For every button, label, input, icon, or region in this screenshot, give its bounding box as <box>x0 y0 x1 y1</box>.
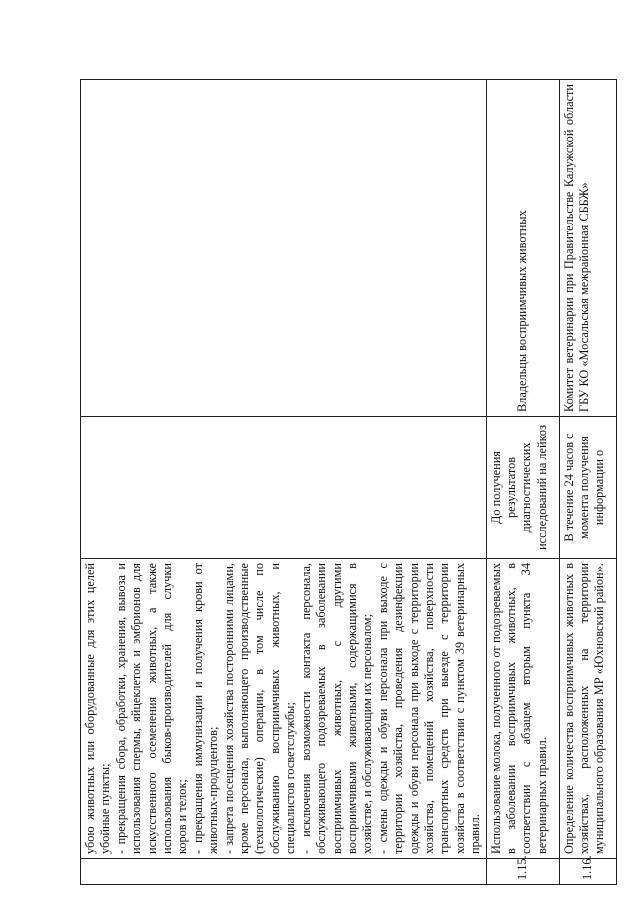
measure-cell <box>81 559 487 859</box>
measures-table <box>80 79 617 885</box>
responsible-cell <box>81 80 487 417</box>
measure-line: - прекращения иммунизации и получения крови от животных-продуцентов; <box>190 563 221 854</box>
responsible-cell: Комитет ветеринарии при Правительстве Калужской области ГБУ КО «Мосальская межрайонная СББЖ» <box>559 80 616 417</box>
measure-line: - запрета посещения хозяйства посторонними лицами, кроме персонала, выполняющего производственные (технологические) операции, в том числе по обслуживанию восприимчивых животных, и специалистов госветслужбы; <box>221 563 298 854</box>
measure-line: - смены одежды и обуви персонала при выходе с территории хозяйства, проведения дезинфекции одежды и обуви персонала при выходе с территории хозяйства, помещений хозяйства, поверхности транспортных средств при выезде с территории хозяйства в соответствии с пунктом 39 ветеринарных правил. <box>375 563 483 854</box>
measure-cell: Использование молока, полученного от подозреваемых в заболевании восприимчивых животных, в соответствии с абзацем вторым пункта 34 ветеринарных правил. <box>486 559 559 859</box>
row-number: 1.15. <box>486 859 559 885</box>
row-number: 1.16. <box>559 859 616 885</box>
row-number <box>81 859 487 885</box>
measure-cell: Определение количества восприимчивых животных в хозяйствах, расположенных на территории муниципального образования МР «Юхновский район». <box>559 559 616 859</box>
deadline-cell <box>81 417 487 559</box>
measure-line: - прекращения сбора, обработки, хранения, вывоза и использования спермы, яйцеклеток и эмбрионов для искусственного осеменения животных, а также использования быков-производителей для случки коров и телок; <box>113 563 190 854</box>
table-row <box>81 80 487 885</box>
measure-line: - исключения возможности контакта персонала, обслуживающего подозреваемых в заболевании восприимчивых животных, с другими восприимчивыми животными, содержащимися в хозяйстве, и обслуживающим их персоналом; <box>298 563 375 854</box>
rotated-table-container <box>80 80 610 885</box>
deadline-cell: До получения результатов диагностических исследований на лейкоз <box>486 417 559 559</box>
deadline-cell: В течение 24 часов с момента получения информации о <box>559 417 616 559</box>
measure-line: убою животных или оборудованные для этих целей убойные пункты; <box>83 563 113 854</box>
table-row <box>486 80 559 885</box>
responsible-cell: Владельцы восприимчивых животных <box>486 80 559 417</box>
table-row <box>559 80 616 885</box>
